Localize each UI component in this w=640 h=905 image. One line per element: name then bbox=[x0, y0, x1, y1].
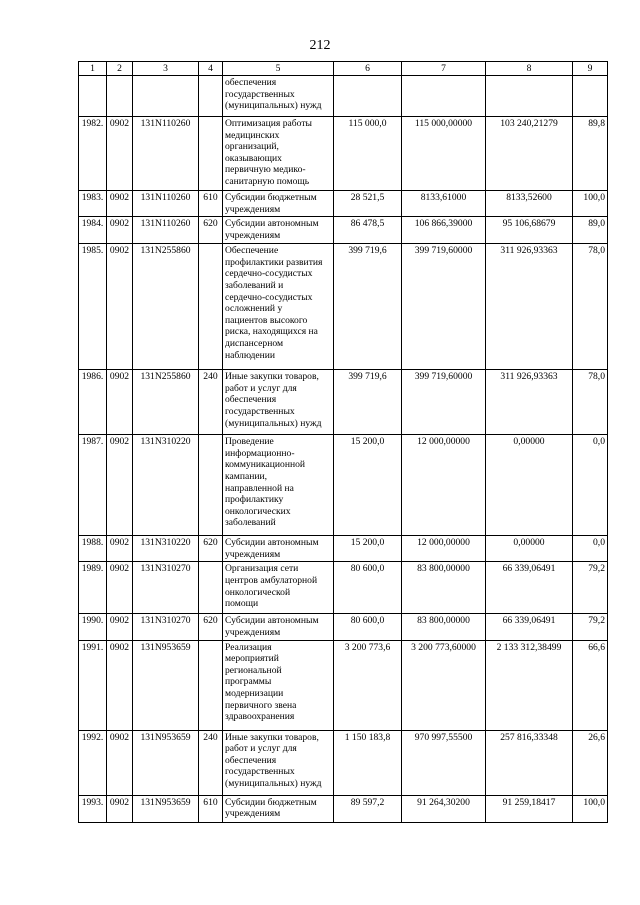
planned-amount: 1 150 183,8 bbox=[334, 730, 402, 795]
planned-amount: 86 478,5 bbox=[334, 217, 402, 244]
item-name: Субсидии автономным учреждениям bbox=[223, 614, 334, 640]
refined-amount: 106 866,39000 bbox=[402, 217, 486, 244]
item-name: Субсидии автономным учреждениям bbox=[223, 217, 334, 244]
refined-amount: 115 000,00000 bbox=[402, 117, 486, 191]
expense-type: 240 bbox=[199, 730, 223, 795]
planned-amount: 89 597,2 bbox=[334, 795, 402, 822]
table-row bbox=[79, 370, 608, 435]
target-article: 131N310220 bbox=[133, 536, 199, 562]
kbk-code bbox=[107, 76, 133, 117]
planned-amount: 115 000,0 bbox=[334, 117, 402, 191]
executed-amount: 8133,52600 bbox=[486, 191, 573, 217]
execution-percent: 89,0 bbox=[573, 217, 608, 244]
planned-amount: 399 719,6 bbox=[334, 370, 402, 435]
kbk-code: 0902 bbox=[107, 117, 133, 191]
table-body bbox=[79, 76, 608, 823]
kbk-code: 0902 bbox=[107, 614, 133, 640]
executed-amount bbox=[486, 76, 573, 117]
planned-amount: 80 600,0 bbox=[334, 614, 402, 640]
kbk-code: 0902 bbox=[107, 795, 133, 822]
expense-type: 620 bbox=[199, 217, 223, 244]
item-name: Иные закупки товаров, работ и услуг для обеспечения государственных (муниципальных) нужд bbox=[223, 730, 334, 795]
refined-amount: 399 719,60000 bbox=[402, 244, 486, 370]
item-name: Субсидии бюджетным учреждениям bbox=[223, 191, 334, 217]
executed-amount: 257 816,33348 bbox=[486, 730, 573, 795]
column-header: 3 bbox=[133, 62, 199, 76]
row-number: 1990. bbox=[79, 614, 107, 640]
table-row bbox=[79, 217, 608, 244]
target-article: 131N255860 bbox=[133, 244, 199, 370]
refined-amount: 12 000,00000 bbox=[402, 536, 486, 562]
refined-amount: 12 000,00000 bbox=[402, 435, 486, 536]
column-header: 4 bbox=[199, 62, 223, 76]
column-header: 9 bbox=[573, 62, 608, 76]
column-header: 5 bbox=[223, 62, 334, 76]
kbk-code: 0902 bbox=[107, 562, 133, 614]
page-number: 212 bbox=[309, 38, 331, 53]
table-row bbox=[79, 191, 608, 217]
execution-percent: 79,2 bbox=[573, 562, 608, 614]
target-article: 131N255860 bbox=[133, 370, 199, 435]
table-row bbox=[79, 244, 608, 370]
expense-type bbox=[199, 76, 223, 117]
target-article: 131N110260 bbox=[133, 191, 199, 217]
table-row bbox=[79, 76, 608, 117]
planned-amount: 15 200,0 bbox=[334, 536, 402, 562]
kbk-code: 0902 bbox=[107, 435, 133, 536]
column-header: 6 bbox=[334, 62, 402, 76]
executed-amount: 95 106,68679 bbox=[486, 217, 573, 244]
refined-amount: 399 719,60000 bbox=[402, 370, 486, 435]
item-name: обеспечения государственных (муниципальных) нужд bbox=[223, 76, 334, 117]
executed-amount: 0,00000 bbox=[486, 536, 573, 562]
target-article: 131N110260 bbox=[133, 217, 199, 244]
planned-amount: 399 719,6 bbox=[334, 244, 402, 370]
expense-type: 240 bbox=[199, 370, 223, 435]
target-article: 131N953659 bbox=[133, 640, 199, 730]
item-name: Субсидии автономным учреждениям bbox=[223, 536, 334, 562]
execution-percent: 26,6 bbox=[573, 730, 608, 795]
target-article: 131N310220 bbox=[133, 435, 199, 536]
refined-amount: 970 997,55500 bbox=[402, 730, 486, 795]
executed-amount: 311 926,93363 bbox=[486, 370, 573, 435]
table-row bbox=[79, 435, 608, 536]
kbk-code: 0902 bbox=[107, 191, 133, 217]
expense-type bbox=[199, 244, 223, 370]
column-header: 1 bbox=[79, 62, 107, 76]
execution-percent: 66,6 bbox=[573, 640, 608, 730]
executed-amount: 66 339,06491 bbox=[486, 614, 573, 640]
expense-type bbox=[199, 435, 223, 536]
row-number: 1984. bbox=[79, 217, 107, 244]
row-number: 1982. bbox=[79, 117, 107, 191]
execution-percent: 89,8 bbox=[573, 117, 608, 191]
budget-table bbox=[78, 61, 608, 823]
executed-amount: 0,00000 bbox=[486, 435, 573, 536]
table-row bbox=[79, 730, 608, 795]
kbk-code: 0902 bbox=[107, 244, 133, 370]
target-article bbox=[133, 76, 199, 117]
execution-percent: 100,0 bbox=[573, 191, 608, 217]
item-name: Организация сети центров амбулаторной онкологической помощи bbox=[223, 562, 334, 614]
execution-percent: 79,2 bbox=[573, 614, 608, 640]
row-number bbox=[79, 76, 107, 117]
execution-percent: 0,0 bbox=[573, 435, 608, 536]
refined-amount bbox=[402, 76, 486, 117]
row-number: 1989. bbox=[79, 562, 107, 614]
item-name: Иные закупки товаров, работ и услуг для обеспечения государственных (муниципальных) нужд bbox=[223, 370, 334, 435]
target-article: 131N953659 bbox=[133, 730, 199, 795]
planned-amount: 15 200,0 bbox=[334, 435, 402, 536]
expense-type bbox=[199, 640, 223, 730]
executed-amount: 103 240,21279 bbox=[486, 117, 573, 191]
table-row bbox=[79, 562, 608, 614]
item-name: Реализация мероприятий региональной программы модернизации первичного звена здравоохранения bbox=[223, 640, 334, 730]
refined-amount: 83 800,00000 bbox=[402, 614, 486, 640]
planned-amount: 80 600,0 bbox=[334, 562, 402, 614]
expense-type: 610 bbox=[199, 191, 223, 217]
kbk-code: 0902 bbox=[107, 217, 133, 244]
execution-percent: 78,0 bbox=[573, 370, 608, 435]
row-number: 1987. bbox=[79, 435, 107, 536]
column-header: 7 bbox=[402, 62, 486, 76]
executed-amount: 66 339,06491 bbox=[486, 562, 573, 614]
kbk-code: 0902 bbox=[107, 730, 133, 795]
expense-type bbox=[199, 117, 223, 191]
planned-amount: 3 200 773,6 bbox=[334, 640, 402, 730]
target-article: 131N110260 bbox=[133, 117, 199, 191]
table-row bbox=[79, 795, 608, 822]
executed-amount: 311 926,93363 bbox=[486, 244, 573, 370]
expense-type: 620 bbox=[199, 536, 223, 562]
kbk-code: 0902 bbox=[107, 370, 133, 435]
item-name: Субсидии бюджетным учреждениям bbox=[223, 795, 334, 822]
execution-percent: 78,0 bbox=[573, 244, 608, 370]
row-number: 1986. bbox=[79, 370, 107, 435]
header-row bbox=[79, 62, 608, 76]
planned-amount: 28 521,5 bbox=[334, 191, 402, 217]
table-row bbox=[79, 536, 608, 562]
refined-amount: 83 800,00000 bbox=[402, 562, 486, 614]
row-number: 1983. bbox=[79, 191, 107, 217]
expense-type: 610 bbox=[199, 795, 223, 822]
item-name: Оптимизация работы медицинских организаций, оказывающих первичную медико- санитарную помощь bbox=[223, 117, 334, 191]
column-header: 2 bbox=[107, 62, 133, 76]
execution-percent: 0,0 bbox=[573, 536, 608, 562]
refined-amount: 3 200 773,60000 bbox=[402, 640, 486, 730]
executed-amount: 2 133 312,38499 bbox=[486, 640, 573, 730]
refined-amount: 8133,61000 bbox=[402, 191, 486, 217]
execution-percent bbox=[573, 76, 608, 117]
table-row bbox=[79, 117, 608, 191]
table-row bbox=[79, 640, 608, 730]
expense-type bbox=[199, 562, 223, 614]
execution-percent: 100,0 bbox=[573, 795, 608, 822]
column-header: 8 bbox=[486, 62, 573, 76]
target-article: 131N310270 bbox=[133, 562, 199, 614]
target-article: 131N310270 bbox=[133, 614, 199, 640]
row-number: 1988. bbox=[79, 536, 107, 562]
row-number: 1991. bbox=[79, 640, 107, 730]
refined-amount: 91 264,30200 bbox=[402, 795, 486, 822]
kbk-code: 0902 bbox=[107, 640, 133, 730]
kbk-code: 0902 bbox=[107, 536, 133, 562]
row-number: 1992. bbox=[79, 730, 107, 795]
item-name: Проведение информационно- коммуникационной кампании, направленной на профилактику онкологических заболеваний bbox=[223, 435, 334, 536]
table-row bbox=[79, 614, 608, 640]
item-name: Обеспечение профилактики развития сердечно-сосудистых заболеваний и сердечно-сосудистых осложнений у пациентов высокого риска, находящихся на диспансерном наблюдении bbox=[223, 244, 334, 370]
executed-amount: 91 259,18417 bbox=[486, 795, 573, 822]
target-article: 131N953659 bbox=[133, 795, 199, 822]
planned-amount bbox=[334, 76, 402, 117]
row-number: 1985. bbox=[79, 244, 107, 370]
expense-type: 620 bbox=[199, 614, 223, 640]
row-number: 1993. bbox=[79, 795, 107, 822]
